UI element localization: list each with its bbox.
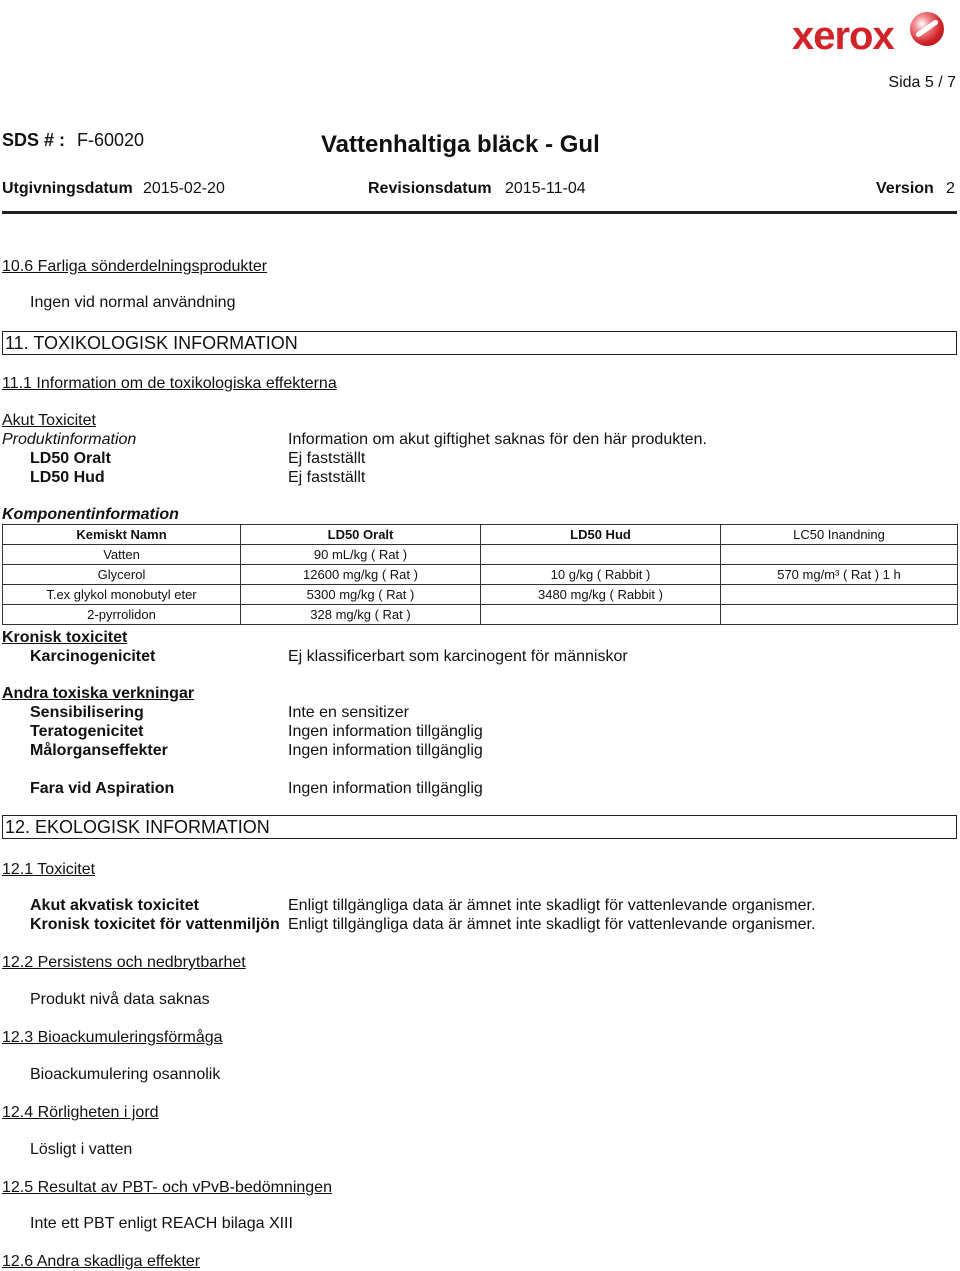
section-11-1-heading: 11.1 Information om de toxikologiska effekterna xyxy=(2,375,337,392)
table-cell xyxy=(721,545,958,565)
section-12-1-heading: 12.1 Toxicitet xyxy=(2,861,96,878)
section-12-2-heading: 12.2 Persistens och nedbrytbarhet xyxy=(2,954,246,971)
section-12-title-box xyxy=(2,815,957,839)
ld50-oral-value: Ej fastställt xyxy=(288,450,366,467)
section-12-6-heading: 12.6 Andra skadliga effekter xyxy=(2,1253,201,1270)
table-row xyxy=(3,585,958,605)
version-label: Version xyxy=(876,180,934,197)
issue-date-value: 2015-02-20 xyxy=(143,180,225,197)
table-cell xyxy=(721,585,958,605)
page-number: Sida 5 / 7 xyxy=(888,74,956,91)
table-cell: T.ex glykol monobutyl eter xyxy=(3,585,241,605)
table-header-row xyxy=(3,525,958,545)
other-toxic-effects-heading: Andra toxiska verkningar xyxy=(2,685,195,702)
table-row xyxy=(3,565,958,585)
table-cell: Vatten xyxy=(3,545,241,565)
section-10-6-text: Ingen vid normal användning xyxy=(30,294,236,311)
table-cell: 90 mL/kg ( Rat ) xyxy=(241,545,481,565)
section-12-3-text: Bioackumulering osannolik xyxy=(30,1066,221,1083)
section-12-4-text: Lösligt i vatten xyxy=(30,1141,133,1158)
aspiration-value: Ingen information tillgänglig xyxy=(288,780,483,797)
header-separator xyxy=(2,211,957,214)
section-12-2-text: Produkt nivå data saknas xyxy=(30,991,210,1008)
section-12-5-text: Inte ett PBT enligt REACH bilaga XIII xyxy=(30,1215,293,1232)
table-header-cell: LD50 Oralt xyxy=(241,525,481,545)
acute-aquatic-value: Enligt tillgängliga data är ämnet inte skadligt för vattenlevande organismer. xyxy=(288,897,816,914)
sensitization-label: Sensibilisering xyxy=(30,704,144,721)
table-cell: 5300 mg/kg ( Rat ) xyxy=(241,585,481,605)
document-title: Vattenhaltiga bläck - Gul xyxy=(321,131,600,158)
product-info-value: Information om akut giftighet saknas för den här produkten. xyxy=(288,431,707,448)
product-info-label: Produktinformation xyxy=(2,431,137,448)
table-cell: 10 g/kg ( Rabbit ) xyxy=(481,565,721,585)
ld50-dermal-label: LD50 Hud xyxy=(30,469,105,486)
aspiration-label: Fara vid Aspiration xyxy=(30,780,175,797)
carcinogenicity-value: Ej klassificerbart som karcinogent för människor xyxy=(288,648,628,665)
table-cell: 570 mg/m³ ( Rat ) 1 h xyxy=(721,565,958,585)
teratogenicity-value: Ingen information tillgänglig xyxy=(288,723,483,740)
acute-toxicity-heading: Akut Toxicitet xyxy=(2,412,96,429)
table-cell: Glycerol xyxy=(3,565,241,585)
section-12-5-heading: 12.5 Resultat av PBT- och vPvB-bedömningen xyxy=(2,1179,332,1196)
chronic-toxicity-heading: Kronisk toxicitet xyxy=(2,629,128,646)
table-header-cell: LC50 Inandning xyxy=(721,525,958,545)
table-cell: 3480 mg/kg ( Rabbit ) xyxy=(481,585,721,605)
table-cell: 12600 mg/kg ( Rat ) xyxy=(241,565,481,585)
section-10-6-heading: 10.6 Farliga sönderdelningsprodukter xyxy=(2,258,268,275)
table-row xyxy=(3,605,958,625)
section-12-title: 12. EKOLOGISK INFORMATION xyxy=(5,817,270,837)
sensitization-value: Inte en sensitizer xyxy=(288,704,409,721)
logo-wordmark: xerox xyxy=(792,14,894,58)
ld50-oral-label: LD50 Oralt xyxy=(30,450,111,467)
table-cell: 2-pyrrolidon xyxy=(3,605,241,625)
carcinogenicity-label: Karcinogenicitet xyxy=(30,648,156,665)
section-11-title-box xyxy=(2,331,957,355)
issue-date-label: Utgivningsdatum xyxy=(2,180,133,197)
target-organ-value: Ingen information tillgänglig xyxy=(288,742,483,759)
revision-date-value: 2015-11-04 xyxy=(505,180,586,197)
sds-value: F-60020 xyxy=(77,130,145,150)
table-cell xyxy=(481,605,721,625)
teratogenicity-label: Teratogenicitet xyxy=(30,723,144,740)
section-12-3-heading: 12.3 Bioackumuleringsförmåga xyxy=(2,1029,223,1046)
table-cell xyxy=(721,605,958,625)
table-cell: 328 mg/kg ( Rat ) xyxy=(241,605,481,625)
table-header-cell: LD50 Hud xyxy=(481,525,721,545)
section-12-4-heading: 12.4 Rörligheten i jord xyxy=(2,1104,159,1121)
table-cell xyxy=(481,545,721,565)
revision-date-label: Revisionsdatum xyxy=(368,180,492,197)
acute-aquatic-label: Akut akvatisk toxicitet xyxy=(30,897,199,914)
xerox-logo xyxy=(792,10,952,58)
component-toxicity-table xyxy=(2,524,958,625)
ld50-dermal-value: Ej fastställt xyxy=(288,469,366,486)
sds-label: SDS # : xyxy=(2,130,66,150)
table-row xyxy=(3,545,958,565)
xerox-sphere-icon xyxy=(910,12,944,46)
table-header-cell: Kemiskt Namn xyxy=(3,525,241,545)
section-11-title: 11. TOXIKOLOGISK INFORMATION xyxy=(5,333,298,353)
chronic-aquatic-value: Enligt tillgängliga data är ämnet inte skadligt för vattenlevande organismer. xyxy=(288,916,816,933)
target-organ-label: Målorganseffekter xyxy=(30,742,168,759)
chronic-aquatic-label: Kronisk toxicitet för vattenmiljön xyxy=(30,916,280,933)
component-info-label: Komponentinformation xyxy=(2,506,179,523)
version-value: 2 xyxy=(946,180,955,197)
